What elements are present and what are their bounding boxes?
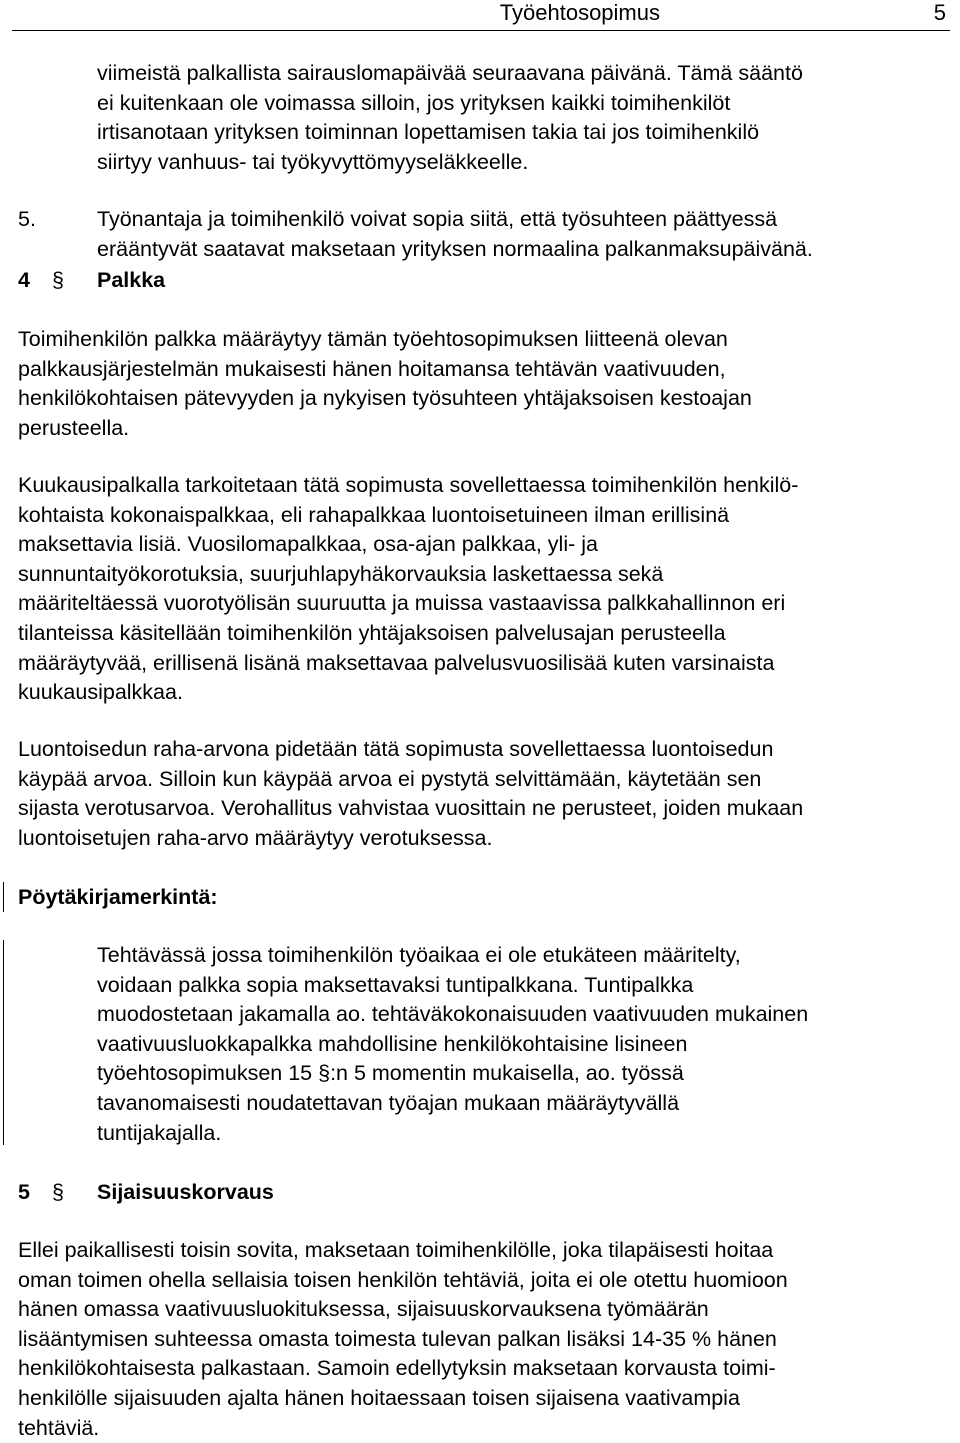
text-line: irtisanotaan yrityksen toiminnan lopettamisen takia tai jos toimihenkilö [97,120,760,145]
text-line: työehtosopimuksen 15 §:n 5 momentin mukaisella, ao. työssä [97,1061,684,1086]
numbered-item-5 [18,205,950,265]
section-symbol: § [52,268,64,292]
text-line: Luontoisedun raha-arvona pidetään tätä sopimusta sovellettaessa luontoisedun [18,737,774,761]
text-line: muodostetaan jakamalla ao. tehtäväkokonaisuuden vaativuuden mukainen [97,1002,809,1027]
section-symbol: § [52,1180,64,1204]
text-line: tehtäviä. [18,1415,100,1440]
section-number: 4 [18,268,30,292]
text-line: kuukausipalkkaa. [18,680,183,705]
section-title: Sijaisuuskorvaus [97,1180,274,1204]
text-line: oman toimen ohella sellaisia toisen henkilön tehtäviä, joita ei ole otettu huomioon [18,1267,788,1292]
page-number: 5 [933,0,946,25]
text-line: käypää arvoa. Silloin kun käypää arvoa ei pystytä selvittämään, käytetään sen [18,766,762,791]
text-line: henkilölle sijaisuuden ajalta hänen hoitaessaan toisen sijaisena vaativampia [18,1385,740,1410]
text-line: maksettavia lisiä. Vuosilomapalkkaa, osa-ajan palkkaa, yli- ja [18,532,598,557]
text-line: tuntijakajalla. [97,1120,222,1145]
change-bar [3,940,4,1145]
text-line: määriteltäessä vuorotyölisän suuruutta ja muissa vastaavissa palkkahallinnon eri [18,591,786,616]
text-line: henkilökohtaisen pätevyyden ja nykyisen työsuhteen yhtäjaksoisen kestoajan [18,386,752,411]
section-number: 5 [18,1180,30,1204]
text-line: voidaan palkka sopia maksettavaksi tuntipalkkana. Tuntipalkka [97,972,694,997]
salary-paragraph-1 [18,325,950,443]
text-line: palkkausjärjestelmän mukaisesti hänen hoitamansa tehtävän vaativuuden, [18,356,726,381]
text-line: luontoisetujen raha-arvo määräytyy verotuksessa. [18,825,493,850]
section-4-heading [18,266,950,296]
continuation-paragraph [97,59,957,177]
header-title: Työehtosopimus [499,0,660,25]
text-line: henkilökohtaisesta palkastaan. Samoin edellytyksin maksetaan korvausta toimi- [18,1356,776,1381]
salary-paragraph-3 [18,735,950,853]
change-bar [3,882,4,912]
text-line: sijasta verotusarvoa. Verohallitus vahvistaa vuosittain ne perusteet, joiden mukaan [18,796,804,821]
item-number: 5. [18,207,36,231]
text-line: Toimihenkilön palkka määräytyy tämän työehtosopimuksen liitteenä olevan [18,327,728,351]
text-line: Tehtävässä jossa toimihenkilön työaikaa ei ole etukäteen määritelty, [97,943,741,967]
text-line: kohtaista kokonaispalkkaa, eli rahapalkkaa luontoisetuineen ilman erillisinä [18,502,730,527]
text-line: vaativuusluokkapalkka mahdollisine henkilökohtaisine lisineen [97,1031,688,1056]
substitution-paragraph [18,1236,950,1443]
protocol-note-heading: Pöytäkirjamerkintä: [18,885,218,909]
text-line: siirtyy vanhuus- tai työkyvyttömyyseläkkeelle. [97,149,529,174]
text-line: Työnantaja ja toimihenkilö voivat sopia siitä, että työsuhteen päättyessä [97,207,778,231]
section-5-heading [18,1178,950,1208]
text-line: sunnuntaityökorotuksia, suurjuhlapyhäkorvauksia laskettaessa sekä [18,561,664,586]
text-line: erääntyvät saatavat maksetaan yrityksen normaalina palkanmaksupäivänä. [97,236,813,261]
text-line: määräytyvää, erillisenä lisänä maksettavaa palvelusvuosilisää kuten varsinaista [18,650,775,675]
running-header [12,0,950,31]
text-line: Kuukausipalkalla tarkoitetaan tätä sopimusta sovellettaessa toimihenkilön henkilö- [18,473,799,497]
text-line: Ellei paikallisesti toisin sovita, maksetaan toimihenkilölle, joka tilapäisesti hoitaa [18,1238,774,1262]
text-line: tilanteissa käsitellään toimihenkilön yhtäjaksoisen palvelusajan perusteella [18,620,726,645]
text-line: perusteella. [18,415,130,440]
section-title: Palkka [97,268,166,292]
text-line: viimeistä palkallista sairauslomapäivää seuraavana päivänä. Tämä sääntö [97,61,803,85]
text-line: hänen omassa vaativuusluokituksessa, sijaisuuskorvauksena työmäärän [18,1297,709,1322]
protocol-note-text [97,941,957,1148]
text-line: ei kuitenkaan ole voimassa silloin, jos yrityksen kaikki toimihenkilöt [97,90,731,115]
text-line: lisääntymisen suhteessa omasta toimesta tulevan palkan lisäksi 14-35 % hänen [18,1326,777,1351]
text-line: tavanomaisesti noudatettavan työajan mukaan määräytyvällä [97,1090,680,1115]
salary-paragraph-2 [18,471,950,708]
